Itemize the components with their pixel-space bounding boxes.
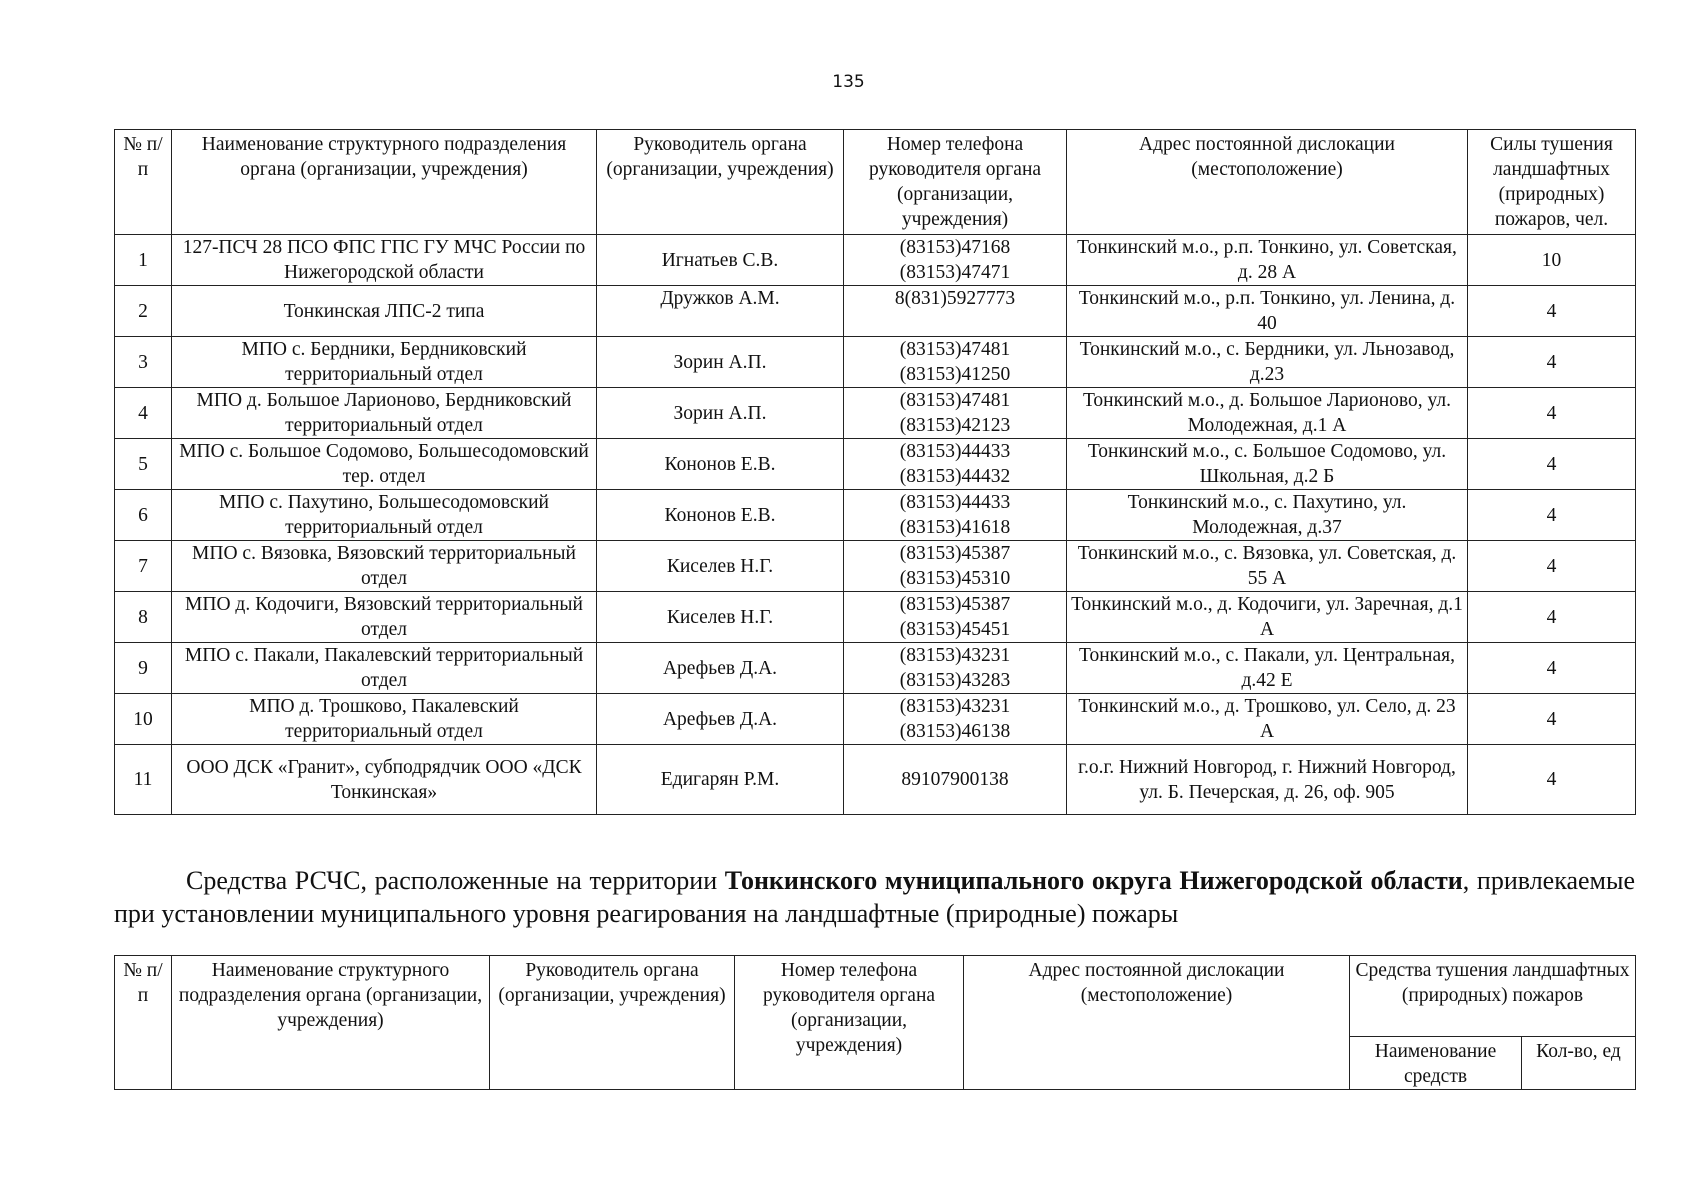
unit-name: МПО с. Большое Содомово, Большесодомовский тер. отдел	[172, 439, 597, 490]
head-name: Киселев Н.Г.	[597, 592, 844, 643]
paragraph-part2: , привлекаемые при установлении муниципального уровня реагирования на ландшафтные (природные) пожары	[114, 866, 1635, 928]
phone-number: 8(831)5927773	[844, 286, 1067, 337]
phone-number: (83153)44433 (83153)44432	[844, 439, 1067, 490]
forces-count: 4	[1468, 745, 1636, 815]
unit-name: ООО ДСК «Гранит», субподрядчик ООО «ДСК Тонкинская»	[172, 745, 597, 815]
table-row	[115, 592, 1636, 643]
head-name: Кононов Е.В.	[597, 490, 844, 541]
forces-count: 4	[1468, 388, 1636, 439]
head-name: Зорин А.П.	[597, 337, 844, 388]
header-address: Адрес постоянной дислокации (местоположение)	[1067, 130, 1468, 235]
row-number: 5	[115, 439, 172, 490]
forces-table	[114, 129, 1636, 815]
forces-count: 4	[1468, 439, 1636, 490]
unit-name: МПО с. Бердники, Бердниковский территориальный отдел	[172, 337, 597, 388]
row-number: 7	[115, 541, 172, 592]
header-unit-name: Наименование структурного подразделения органа (организации, учреждения)	[172, 956, 490, 1090]
table-row	[115, 694, 1636, 745]
means-table	[114, 955, 1636, 1090]
phone-number: (83153)47481 (83153)41250	[844, 337, 1067, 388]
head-name: Дружков А.М.	[597, 286, 844, 337]
row-number: 4	[115, 388, 172, 439]
table-header-row	[115, 956, 1636, 1037]
row-number: 9	[115, 643, 172, 694]
unit-name: МПО с. Пакали, Пакалевский территориальный отдел	[172, 643, 597, 694]
header-address: Адрес постоянной дислокации (местоположение)	[964, 956, 1350, 1090]
header-number: № п/п	[115, 130, 172, 235]
subheader-quantity: Кол-во, ед	[1522, 1037, 1636, 1090]
header-forces: Силы тушения ландшафтных (природных) пожаров, чел.	[1468, 130, 1636, 235]
forces-count: 4	[1468, 694, 1636, 745]
table-row	[115, 490, 1636, 541]
header-phone: Номер телефона руководителя органа (организации, учреждения)	[844, 130, 1067, 235]
unit-name: МПО д. Большое Ларионово, Бердниковский территориальный отдел	[172, 388, 597, 439]
row-number: 1	[115, 235, 172, 286]
head-name: Киселев Н.Г.	[597, 541, 844, 592]
address: Тонкинский м.о., р.п. Тонкино, ул. Советская, д. 28 А	[1067, 235, 1468, 286]
header-number: № п/п	[115, 956, 172, 1090]
table-row	[115, 388, 1636, 439]
phone-number: (83153)47168 (83153)47471	[844, 235, 1067, 286]
header-head: Руководитель органа (организации, учреждения)	[490, 956, 735, 1090]
forces-count: 4	[1468, 337, 1636, 388]
address: Тонкинский м.о., с. Пакали, ул. Центральная, д.42 Е	[1067, 643, 1468, 694]
page-number: 135	[832, 72, 865, 92]
head-name: Арефьев Д.А.	[597, 694, 844, 745]
forces-count: 4	[1468, 541, 1636, 592]
address: Тонкинский м.о., д. Кодочиги, ул. Заречная, д.1 А	[1067, 592, 1468, 643]
paragraph-part1: Средства РСЧС, расположенные на территории	[186, 866, 725, 895]
header-phone: Номер телефона руководителя органа (организации, учреждения)	[735, 956, 964, 1090]
phone-number: 89107900138	[844, 745, 1067, 815]
forces-count: 4	[1468, 490, 1636, 541]
unit-name: МПО д. Кодочиги, Вязовский территориальный отдел	[172, 592, 597, 643]
unit-name: 127-ПСЧ 28 ПСО ФПС ГПС ГУ МЧС России по Нижегородской области	[172, 235, 597, 286]
table-header-row	[115, 130, 1636, 235]
row-number: 8	[115, 592, 172, 643]
section-paragraph	[114, 864, 1635, 930]
paragraph-bold: Тонкинского муниципального округа Нижегородской области	[724, 866, 1463, 895]
subheader-means-name: Наименование средств	[1350, 1037, 1522, 1090]
phone-number: (83153)45387 (83153)45451	[844, 592, 1067, 643]
table-row	[115, 286, 1636, 337]
table-row	[115, 439, 1636, 490]
head-name: Игнатьев С.В.	[597, 235, 844, 286]
address: Тонкинский м.о., с. Пахутино, ул. Молодежная, д.37	[1067, 490, 1468, 541]
forces-count: 4	[1468, 286, 1636, 337]
table-row	[115, 643, 1636, 694]
phone-number: (83153)45387 (83153)45310	[844, 541, 1067, 592]
address: Тонкинский м.о., с. Бердники, ул. Льнозавод, д.23	[1067, 337, 1468, 388]
head-name: Едигарян Р.М.	[597, 745, 844, 815]
table-row	[115, 541, 1636, 592]
head-name: Зорин А.П.	[597, 388, 844, 439]
head-name: Арефьев Д.А.	[597, 643, 844, 694]
table-row	[115, 337, 1636, 388]
address: Тонкинский м.о., д. Трошково, ул. Село, д. 23 А	[1067, 694, 1468, 745]
table-row	[115, 745, 1636, 815]
address: Тонкинский м.о., с. Вязовка, ул. Советская, д. 55 А	[1067, 541, 1468, 592]
row-number: 10	[115, 694, 172, 745]
address: г.о.г. Нижний Новгород, г. Нижний Новгород, ул. Б. Печерская, д. 26, оф. 905	[1067, 745, 1468, 815]
unit-name: МПО д. Трошково, Пакалевский территориальный отдел	[172, 694, 597, 745]
row-number: 2	[115, 286, 172, 337]
row-number: 11	[115, 745, 172, 815]
table-row	[115, 235, 1636, 286]
forces-count: 10	[1468, 235, 1636, 286]
unit-name: МПО с. Пахутино, Большесодомовский территориальный отдел	[172, 490, 597, 541]
row-number: 3	[115, 337, 172, 388]
forces-count: 4	[1468, 592, 1636, 643]
header-unit-name: Наименование структурного подразделения органа (организации, учреждения)	[172, 130, 597, 235]
address: Тонкинский м.о., д. Большое Ларионово, ул. Молодежная, д.1 А	[1067, 388, 1468, 439]
phone-number: (83153)47481 (83153)42123	[844, 388, 1067, 439]
phone-number: (83153)43231 (83153)46138	[844, 694, 1067, 745]
unit-name: Тонкинская ЛПС-2 типа	[172, 286, 597, 337]
row-number: 6	[115, 490, 172, 541]
address: Тонкинский м.о., с. Большое Содомово, ул. Школьная, д.2 Б	[1067, 439, 1468, 490]
head-name: Кононов Е.В.	[597, 439, 844, 490]
phone-number: (83153)44433 (83153)41618	[844, 490, 1067, 541]
forces-count: 4	[1468, 643, 1636, 694]
address: Тонкинский м.о., р.п. Тонкино, ул. Ленина, д. 40	[1067, 286, 1468, 337]
header-means: Средства тушения ландшафтных (природных) пожаров	[1350, 956, 1636, 1037]
phone-number: (83153)43231 (83153)43283	[844, 643, 1067, 694]
unit-name: МПО с. Вязовка, Вязовский территориальный отдел	[172, 541, 597, 592]
header-head: Руководитель органа (организации, учреждения)	[597, 130, 844, 235]
